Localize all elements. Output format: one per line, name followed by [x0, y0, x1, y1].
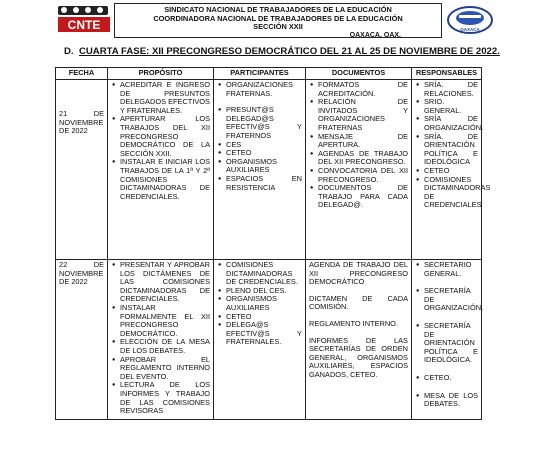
- list-item: ● SRÍA. DE RELACIONES.: [424, 81, 478, 98]
- list-item: ● CETEO: [226, 313, 302, 322]
- list-item: ● SECRETARÍA DE ORGANIZACIÓN.: [424, 287, 478, 313]
- document-header: [0, 0, 534, 40]
- cell-responsables: [412, 260, 482, 420]
- schedule-table: [55, 67, 491, 420]
- cnte-logo: [54, 4, 114, 34]
- header-line-4: OAXACA, OAX.: [349, 31, 401, 39]
- list-item: ● CES: [226, 141, 302, 150]
- cell-fecha: 21 DE NOVIEMBRE DE 2022: [56, 80, 108, 260]
- document-paragraph: REGLAMENTO INTERNO.: [309, 318, 398, 328]
- table-row: [56, 80, 482, 260]
- list-item: ● DELEGA@S EFECTIV@S Y FRATERNALES.: [226, 321, 302, 347]
- cell-documentos: [306, 80, 412, 260]
- col-header-proposito: PROPÓSITO: [108, 68, 214, 80]
- list-item: ● COMISIONES DICTAMINADORAS DE CREDENCIALES: [424, 176, 478, 210]
- header-box: [114, 3, 442, 38]
- list-item: ● ESPACIOS EN RESISTENCIA: [226, 175, 302, 192]
- header-line-3: SECCIÓN XXII: [253, 22, 303, 32]
- list-item: ● SECRETARIO GENERAL.: [424, 261, 478, 278]
- list-item: ● COMISIONES DICTAMINADORAS DE CREDENCIALES.: [226, 261, 302, 287]
- list-item: ● LECTURA DE LOS INFORMES Y TRABAJO DE LAS COMISIONES REVISORAS: [120, 381, 210, 415]
- list-item: ● SRIO. GENERAL.: [424, 98, 478, 115]
- table-header-row: [56, 68, 482, 80]
- list-item: ● MESA DE LOS DEBATES.: [424, 392, 478, 409]
- list-item: ● DOCUMENTOS DE TRABAJO PARA CADA DELEGAD@.: [318, 184, 408, 210]
- seal-text: OAXACA: [460, 27, 480, 32]
- col-header-fecha: FECHA: [56, 68, 108, 80]
- cnte-logo-text: CNTE: [67, 18, 101, 32]
- cell-participantes: [214, 80, 306, 260]
- list-item: ● ELECCIÓN DE LA MESA DE LOS DEBATES.: [120, 338, 210, 355]
- header-line-2: COORDINADORA NACIONAL DE TRABAJADORES DE LA EDUCACIÓN: [153, 13, 403, 23]
- seccion-22-seal: [446, 5, 494, 35]
- col-header-participantes: PARTICIPANTES: [214, 68, 306, 80]
- list-item: ● AGENDAS DE TRABAJO DEL XII PRECONGRESO.: [318, 150, 408, 167]
- cell-documentos: [306, 260, 412, 420]
- cell-proposito: [108, 80, 214, 260]
- list-item: ● INSTALAR E INICIAR LOS TRABAJOS DE LA 1ª Y 2ª COMISIONES DICTAMINADORAS DE CREDENCIALES.: [120, 158, 210, 201]
- list-item: ● ORGANISMOS AUXILIARES: [226, 295, 302, 312]
- document-paragraph: DICTAMEN DE CADA COMISIÓN.: [309, 293, 408, 312]
- cell-responsables: [412, 80, 491, 260]
- list-item: ● SRÍA. DE ORIENTACIÓN POLÍTICA E IDEOLÓGICA: [424, 133, 478, 167]
- list-item: ● PLENO DEL CES.: [226, 287, 302, 296]
- list-item: ● PRESUNT@S DELEGAD@S EFECTIV@S Y FRATERNOS: [226, 106, 302, 140]
- section-letter: D.: [64, 46, 74, 57]
- list-item: ● CETEO: [424, 167, 478, 176]
- list-item: ● ORGANIZACIONES FRATERNAS.: [226, 81, 302, 98]
- list-item: ● ORGANISMOS AUXILIARES: [226, 158, 302, 175]
- section-title: [64, 46, 500, 57]
- cell-proposito: [108, 260, 214, 420]
- list-item: ● CETEO.: [424, 374, 478, 383]
- list-item: ● APERTURAR LOS TRABAJOS DEL XII PRECONGRESO DEMOCRÁTICO DE LA SECCIÓN XXII.: [120, 115, 210, 158]
- list-item: ● SRÍA DE ORGANIZACIÓN.: [424, 115, 478, 132]
- list-item: ● RELACIÓN DE INVITADOS Y ORGANIZACIONES FRATERNAS: [318, 98, 408, 132]
- list-item: ● PRESENTAR Y APROBAR LOS DICTÁMENES DE LAS COMISIONES DICTAMINADORAS DE CREDENCIALES.: [120, 261, 210, 304]
- list-item: ● CETEO: [226, 149, 302, 158]
- col-header-documentos: DOCUMENTOS: [306, 68, 412, 80]
- cell-participantes: [214, 260, 306, 420]
- list-item: ● ACREDITAR E INGRESO DE PRESUNTOS DELEGADOS EFECTIVOS Y FRATERNALES.: [120, 81, 210, 115]
- list-item: ● MENSAJE DE APERTURA.: [318, 133, 408, 150]
- cell-fecha: 22 DE NOVIEMBRE DE 2022: [56, 260, 108, 420]
- col-header-responsables: RESPONSABLES: [412, 68, 482, 80]
- document-paragraph: INFORMES DE LAS SECRETARÍAS DE ORDEN GENERAL, ORGANISMOS AUXILIARES, ESPACIOS GANADOS, CETEO.: [309, 335, 408, 379]
- list-item: ● CONVOCATORIA DEL XII PRECONGRESO.: [318, 167, 408, 184]
- list-item: ● APROBAR EL REGLAMENTO INTERNO DEL EVENTO.: [120, 356, 210, 382]
- list-item: ● INSTALAR FORMALMENTE EL XII PRECONGRESO DEMOCRÁTICO.: [120, 304, 210, 338]
- list-item: ● FORMATOS DE ACREDITACIÓN.: [318, 81, 408, 98]
- header-line-1: SINDICATO NACIONAL DE TRABAJADORES DE LA EDUCACIÓN: [164, 5, 392, 14]
- list-item: ● SECRETARÍA DE ORIENTACIÓN POLÍTICA E IDEOLÓGICA.: [424, 322, 478, 365]
- document-paragraph: AGENDA DE TRABAJO DEL XII PRECONGRESO DEMOCRÁTICO: [309, 260, 408, 287]
- table-row: [56, 260, 482, 420]
- section-heading: CUARTA FASE: XII PRECONGRESO DEMOCRÁTICO DEL 21 AL 25 DE NOVIEMBRE DE 2022.: [78, 46, 500, 57]
